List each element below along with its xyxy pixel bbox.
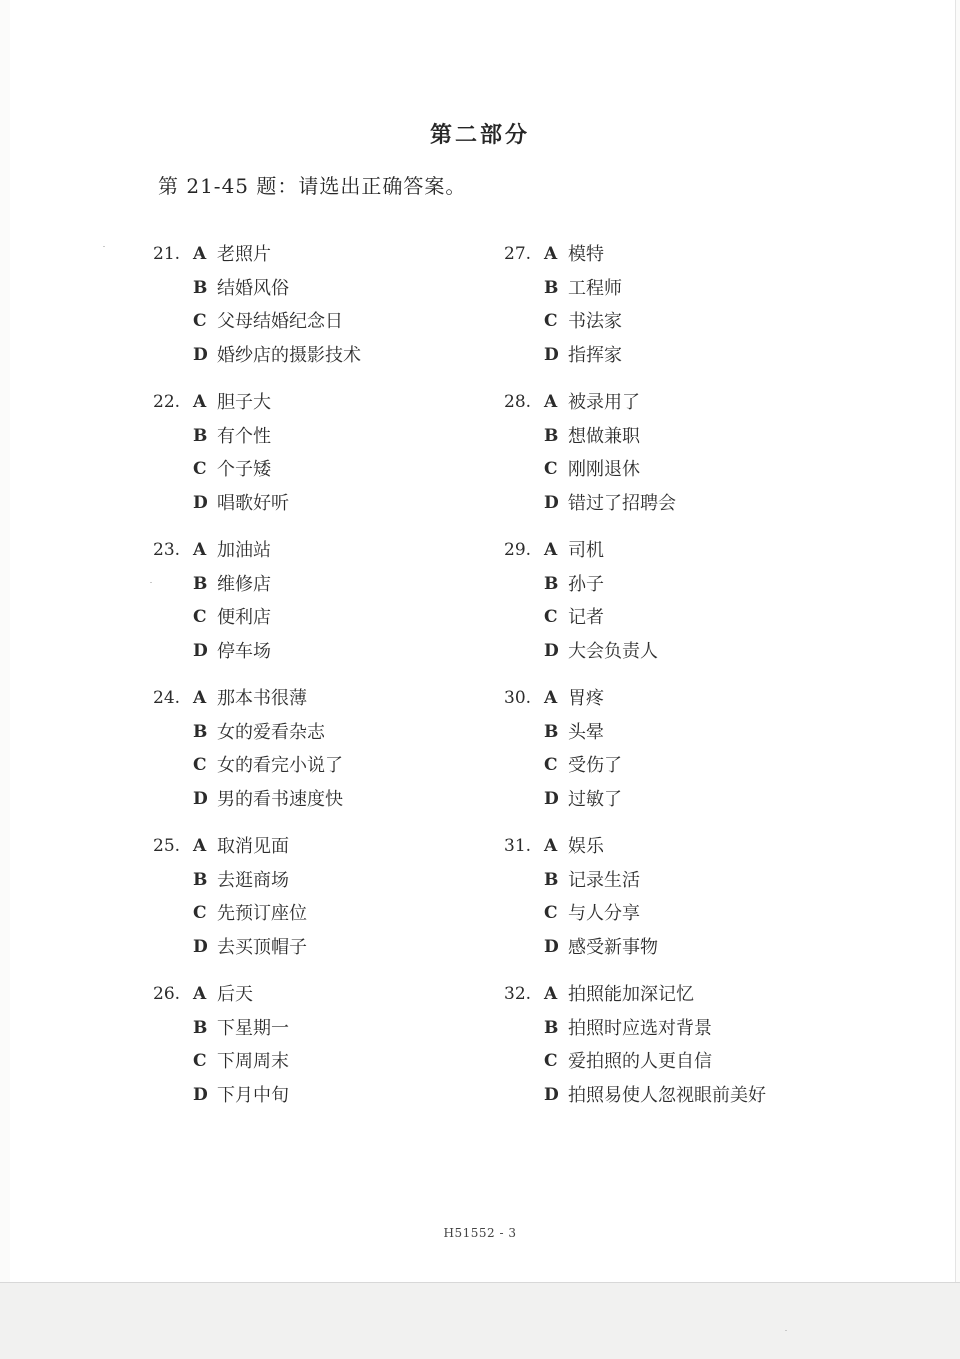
option-letter: C	[544, 607, 558, 628]
option-row[interactable]	[153, 339, 533, 373]
option-text: 唱歌好听	[217, 493, 289, 515]
option-letter: B	[544, 573, 559, 594]
instruction-text: 第 21-45 题：请选出正确答案。	[158, 174, 467, 198]
option-row[interactable]	[153, 635, 533, 669]
option-letter: B	[544, 1017, 559, 1038]
option-text: 大会负责人	[568, 641, 658, 663]
option-row[interactable]	[504, 864, 884, 898]
option-text: 被录用了	[568, 392, 640, 413]
option-text: 拍照时应选对背景	[568, 1017, 712, 1039]
option-row[interactable]	[504, 931, 884, 965]
option-letter: C	[193, 1051, 207, 1072]
question-number: 26.	[153, 984, 181, 1004]
question-26	[153, 978, 533, 1113]
option-letter: C	[544, 755, 558, 776]
question-number: 22.	[153, 392, 181, 412]
question-number: 24.	[153, 688, 181, 708]
option-text: 书法家	[568, 311, 622, 333]
option-row[interactable]	[504, 386, 884, 420]
option-letter: D	[193, 1085, 208, 1106]
question-number: 31.	[504, 836, 532, 856]
option-text: 先预订座位	[217, 903, 307, 925]
option-row[interactable]	[504, 978, 884, 1012]
question-31	[504, 830, 884, 965]
option-letter: B	[193, 721, 208, 742]
option-letter: C	[544, 903, 558, 924]
option-row[interactable]	[504, 305, 884, 339]
option-row[interactable]	[504, 783, 884, 817]
option-letter: B	[544, 277, 559, 298]
option-row[interactable]	[153, 568, 533, 602]
option-row[interactable]	[504, 830, 884, 864]
option-text: 拍照易使人忽视眼前美好	[568, 1085, 766, 1107]
question-27	[504, 238, 884, 373]
option-text: 受伤了	[568, 755, 622, 777]
option-letter: B	[544, 425, 559, 446]
option-row[interactable]	[153, 1079, 533, 1113]
option-text: 老照片	[217, 244, 271, 265]
scan-speck	[150, 582, 152, 583]
option-letter: B	[544, 869, 559, 890]
option-text: 后天	[217, 984, 253, 1005]
option-row[interactable]	[153, 978, 533, 1012]
option-letter: A	[193, 392, 207, 412]
option-letter: A	[544, 688, 558, 708]
option-letter: D	[544, 345, 559, 366]
section-title: 第二部分	[429, 122, 530, 148]
option-letter: A	[544, 540, 558, 560]
option-letter: A	[193, 984, 207, 1004]
question-21	[153, 238, 533, 373]
option-text: 加油站	[217, 540, 271, 561]
option-row[interactable]	[504, 635, 884, 669]
option-row[interactable]	[153, 830, 533, 864]
option-text: 错过了招聘会	[568, 493, 676, 515]
option-row[interactable]	[153, 534, 533, 568]
option-row[interactable]	[504, 339, 884, 373]
option-letter: C	[193, 903, 207, 924]
option-text: 便利店	[217, 607, 271, 629]
question-28	[504, 386, 884, 521]
option-text: 女的看完小说了	[217, 755, 343, 777]
option-text: 指挥家	[568, 345, 622, 367]
option-text: 记录生活	[568, 869, 640, 891]
question-number: 28.	[504, 392, 532, 412]
question-24	[153, 682, 533, 817]
option-row[interactable]	[153, 272, 533, 306]
option-text: 拍照能加深记忆	[568, 984, 694, 1005]
option-letter: D	[193, 641, 208, 662]
option-letter: C	[193, 607, 207, 628]
option-letter: B	[193, 573, 208, 594]
option-letter: A	[544, 984, 558, 1004]
option-row[interactable]	[153, 238, 533, 272]
option-letter: C	[193, 459, 207, 480]
option-row[interactable]	[504, 453, 884, 487]
option-letter: D	[544, 789, 559, 810]
option-text: 父母结婚纪念日	[217, 311, 343, 333]
option-row[interactable]	[504, 534, 884, 568]
option-text: 男的看书速度快	[217, 789, 343, 811]
option-text: 娱乐	[568, 836, 604, 857]
option-text: 工程师	[568, 277, 622, 299]
option-row[interactable]	[504, 420, 884, 454]
scan-speck	[103, 246, 105, 247]
option-text: 有个性	[217, 425, 271, 447]
option-row[interactable]	[153, 1012, 533, 1046]
option-row[interactable]	[153, 682, 533, 716]
option-row[interactable]	[153, 931, 533, 965]
option-row[interactable]	[504, 487, 884, 521]
option-letter: A	[193, 836, 207, 856]
option-letter: A	[544, 836, 558, 856]
option-text: 去逛商场	[217, 869, 289, 891]
question-23	[153, 534, 533, 669]
question-number: 27.	[504, 244, 532, 264]
option-row[interactable]	[153, 783, 533, 817]
scan-speck	[785, 1330, 787, 1331]
option-row[interactable]	[504, 716, 884, 750]
option-text: 取消见面	[217, 836, 289, 857]
option-row[interactable]	[153, 601, 533, 635]
option-row[interactable]	[153, 453, 533, 487]
option-letter: A	[544, 392, 558, 412]
question-number: 29.	[504, 540, 532, 560]
question-29	[504, 534, 884, 669]
option-text: 感受新事物	[568, 937, 658, 959]
question-number: 23.	[153, 540, 181, 560]
option-letter: C	[193, 311, 207, 332]
option-letter: C	[544, 311, 558, 332]
option-row[interactable]	[153, 749, 533, 783]
option-letter: D	[544, 1085, 559, 1106]
option-text: 女的爱看杂志	[217, 721, 325, 743]
option-row[interactable]	[504, 1012, 884, 1046]
option-letter: B	[193, 425, 208, 446]
scan-bottom-edge	[0, 1282, 960, 1359]
option-text: 爱拍照的人更自信	[568, 1051, 712, 1073]
question-32	[504, 978, 884, 1113]
option-row[interactable]	[504, 1045, 884, 1079]
option-text: 去买顶帽子	[217, 937, 307, 959]
option-letter: B	[193, 277, 208, 298]
option-text: 过敏了	[568, 789, 622, 811]
option-letter: C	[193, 755, 207, 776]
option-letter: D	[193, 937, 208, 958]
page-footer-code: H51552 - 3	[443, 1226, 517, 1240]
option-text: 维修店	[217, 573, 271, 595]
option-text: 下星期一	[217, 1017, 289, 1039]
option-text: 想做兼职	[568, 425, 640, 447]
option-row[interactable]	[504, 272, 884, 306]
option-row[interactable]	[153, 864, 533, 898]
option-letter: D	[193, 493, 208, 514]
option-row[interactable]	[504, 1079, 884, 1113]
option-letter: C	[544, 459, 558, 480]
option-letter: C	[544, 1051, 558, 1072]
option-text: 结婚风俗	[217, 277, 289, 299]
option-text: 模特	[568, 244, 604, 265]
option-row[interactable]	[153, 1045, 533, 1079]
option-letter: D	[193, 345, 208, 366]
option-text: 胆子大	[217, 392, 271, 413]
option-text: 记者	[568, 607, 604, 629]
option-letter: B	[193, 1017, 208, 1038]
question-22	[153, 386, 533, 521]
option-text: 头晕	[568, 721, 604, 743]
option-row[interactable]	[504, 238, 884, 272]
option-text: 与人分享	[568, 903, 640, 925]
option-text: 那本书很薄	[217, 688, 307, 709]
option-letter: D	[544, 641, 559, 662]
option-row[interactable]	[504, 897, 884, 931]
option-letter: A	[193, 540, 207, 560]
option-row[interactable]	[504, 682, 884, 716]
question-30	[504, 682, 884, 817]
option-letter: D	[193, 789, 208, 810]
option-row[interactable]	[153, 420, 533, 454]
option-text: 司机	[568, 540, 604, 561]
option-letter: A	[193, 688, 207, 708]
option-text: 停车场	[217, 641, 271, 663]
question-number: 21.	[153, 244, 181, 264]
option-text: 个子矮	[217, 459, 271, 481]
option-row[interactable]	[504, 749, 884, 783]
option-letter: D	[544, 937, 559, 958]
option-row[interactable]	[153, 305, 533, 339]
option-letter: B	[193, 869, 208, 890]
question-number: 30.	[504, 688, 532, 708]
option-text: 下月中旬	[217, 1085, 289, 1107]
option-text: 刚刚退休	[568, 459, 640, 481]
option-letter: A	[193, 244, 207, 264]
option-row[interactable]	[504, 568, 884, 602]
option-row[interactable]	[153, 716, 533, 750]
option-text: 婚纱店的摄影技术	[217, 345, 361, 367]
option-row[interactable]	[153, 386, 533, 420]
option-letter: A	[544, 244, 558, 264]
option-row[interactable]	[153, 897, 533, 931]
option-row[interactable]	[504, 601, 884, 635]
option-row[interactable]	[153, 487, 533, 521]
option-letter: B	[544, 721, 559, 742]
question-number: 32.	[504, 984, 532, 1004]
question-25	[153, 830, 533, 965]
question-number: 25.	[153, 836, 181, 856]
option-text: 孙子	[568, 573, 604, 595]
option-letter: D	[544, 493, 559, 514]
option-text: 下周周末	[217, 1051, 289, 1073]
option-text: 胃疼	[568, 688, 604, 709]
